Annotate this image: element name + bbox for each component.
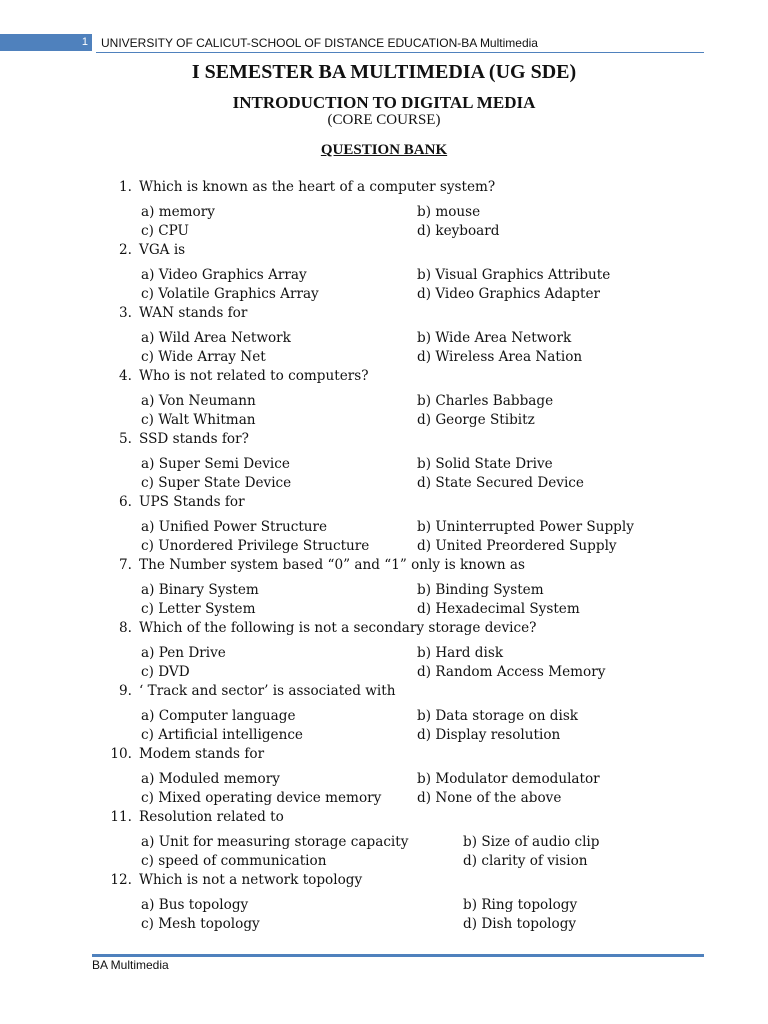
question-text: Resolution related to (139, 809, 284, 825)
question-text: Modem stands for (139, 746, 265, 762)
option-a: a) Moduled memory (141, 771, 280, 787)
question-3 (0, 304, 768, 367)
option-c: c) CPU (141, 223, 190, 239)
option-b: b) Uninterrupted Power Supply (417, 519, 634, 535)
question-10 (0, 745, 768, 808)
option-a: a) Binary System (141, 582, 259, 598)
question-text: Which of the following is not a secondary storage device? (139, 620, 537, 636)
option-b: b) mouse (417, 204, 481, 220)
option-a: a) Super Semi Device (141, 456, 290, 472)
option-a: a) Wild Area Network (141, 330, 291, 346)
question-text: Which is known as the heart of a computer system? (139, 179, 496, 195)
option-d: d) None of the above (417, 790, 562, 806)
option-a: a) Pen Drive (141, 645, 226, 661)
option-a: a) Video Graphics Array (141, 267, 307, 283)
option-b: b) Data storage on disk (417, 708, 579, 724)
option-b: b) Modulator demodulator (417, 771, 600, 787)
question-1 (0, 178, 768, 241)
option-b: b) Size of audio clip (463, 834, 600, 850)
option-d: d) Hexadecimal System (417, 601, 580, 617)
option-c: c) Super State Device (141, 475, 292, 491)
question-text: The Number system based “0” and “1” only is known as (139, 557, 526, 573)
question-text: SSD stands for? (139, 431, 249, 447)
option-b: b) Hard disk (417, 645, 504, 661)
option-c: c) speed of communication (141, 853, 327, 869)
option-b: b) Solid State Drive (417, 456, 553, 472)
question-number: 7. (119, 557, 132, 573)
option-c: c) Mesh topology (141, 916, 260, 932)
header-divider (96, 52, 704, 53)
question-number: 9. (119, 683, 132, 699)
document-title: I SEMESTER BA MULTIMEDIA (UG SDE) (191, 61, 577, 83)
option-c: c) Volatile Graphics Array (141, 286, 319, 302)
option-b: b) Binding System (417, 582, 544, 598)
option-a: a) Von Neumann (141, 393, 256, 409)
question-text: Which is not a network topology (139, 872, 363, 888)
question-number: 11. (110, 809, 132, 825)
question-number: 5. (119, 431, 132, 447)
option-d: d) Wireless Area Nation (417, 349, 583, 365)
option-c: c) Wide Array Net (141, 349, 266, 365)
option-c: c) Letter System (141, 601, 256, 617)
question-number: 4. (119, 368, 132, 384)
option-b: b) Wide Area Network (417, 330, 572, 346)
option-a: a) Bus topology (141, 897, 249, 913)
option-b: b) Charles Babbage (417, 393, 554, 409)
question-number: 10. (110, 746, 132, 762)
question-text: ‘ Track and sector’ is associated with (139, 683, 396, 699)
option-d: d) George Stibitz (417, 412, 535, 428)
question-text: VGA is (139, 242, 186, 258)
question-6 (0, 493, 768, 556)
option-d: d) Video Graphics Adapter (417, 286, 601, 302)
option-d: d) United Preordered Supply (417, 538, 617, 554)
header-title: UNIVERSITY OF CALICUT-SCHOOL OF DISTANCE EDUCATION-BA Multimedia (101, 36, 538, 50)
option-b: b) Ring topology (463, 897, 578, 913)
question-number: 12. (110, 872, 132, 888)
question-4 (0, 367, 768, 430)
question-text: Who is not related to computers? (139, 368, 369, 384)
question-12 (0, 871, 768, 934)
section-heading: QUESTION BANK (320, 142, 448, 158)
question-8 (0, 619, 768, 682)
question-number: 2. (119, 242, 132, 258)
question-text: WAN stands for (139, 305, 248, 321)
option-a: a) Computer language (141, 708, 296, 724)
question-text: UPS Stands for (139, 494, 245, 510)
question-list (0, 178, 768, 934)
option-c: c) Mixed operating device memory (141, 790, 382, 806)
option-d: d) keyboard (417, 223, 500, 239)
question-2 (0, 241, 768, 304)
question-number: 8. (119, 620, 132, 636)
option-c: c) Walt Whitman (141, 412, 256, 428)
option-d: d) Random Access Memory (417, 664, 606, 680)
option-d: d) Display resolution (417, 727, 561, 743)
option-a: a) memory (141, 204, 215, 220)
option-c: c) Unordered Privilege Structure (141, 538, 370, 554)
option-d: d) clarity of vision (463, 853, 588, 869)
course-type: (CORE COURSE) (327, 112, 441, 128)
question-11 (0, 808, 768, 871)
option-d: d) Dish topology (463, 916, 577, 932)
option-a: a) Unit for measuring storage capacity (141, 834, 409, 850)
option-c: c) DVD (141, 664, 190, 680)
question-number: 6. (119, 494, 132, 510)
footer-divider (92, 954, 704, 957)
option-c: c) Artificial intelligence (141, 727, 303, 743)
question-number: 1. (119, 179, 132, 195)
option-d: d) State Secured Device (417, 475, 584, 491)
footer-text: BA Multimedia (92, 958, 169, 972)
header-page-number: 1 (81, 36, 88, 48)
option-b: b) Visual Graphics Attribute (417, 267, 611, 283)
question-9 (0, 682, 768, 745)
question-5 (0, 430, 768, 493)
course-title: INTRODUCTION TO DIGITAL MEDIA (232, 93, 536, 112)
option-a: a) Unified Power Structure (141, 519, 328, 535)
question-number: 3. (119, 305, 132, 321)
question-7 (0, 556, 768, 619)
